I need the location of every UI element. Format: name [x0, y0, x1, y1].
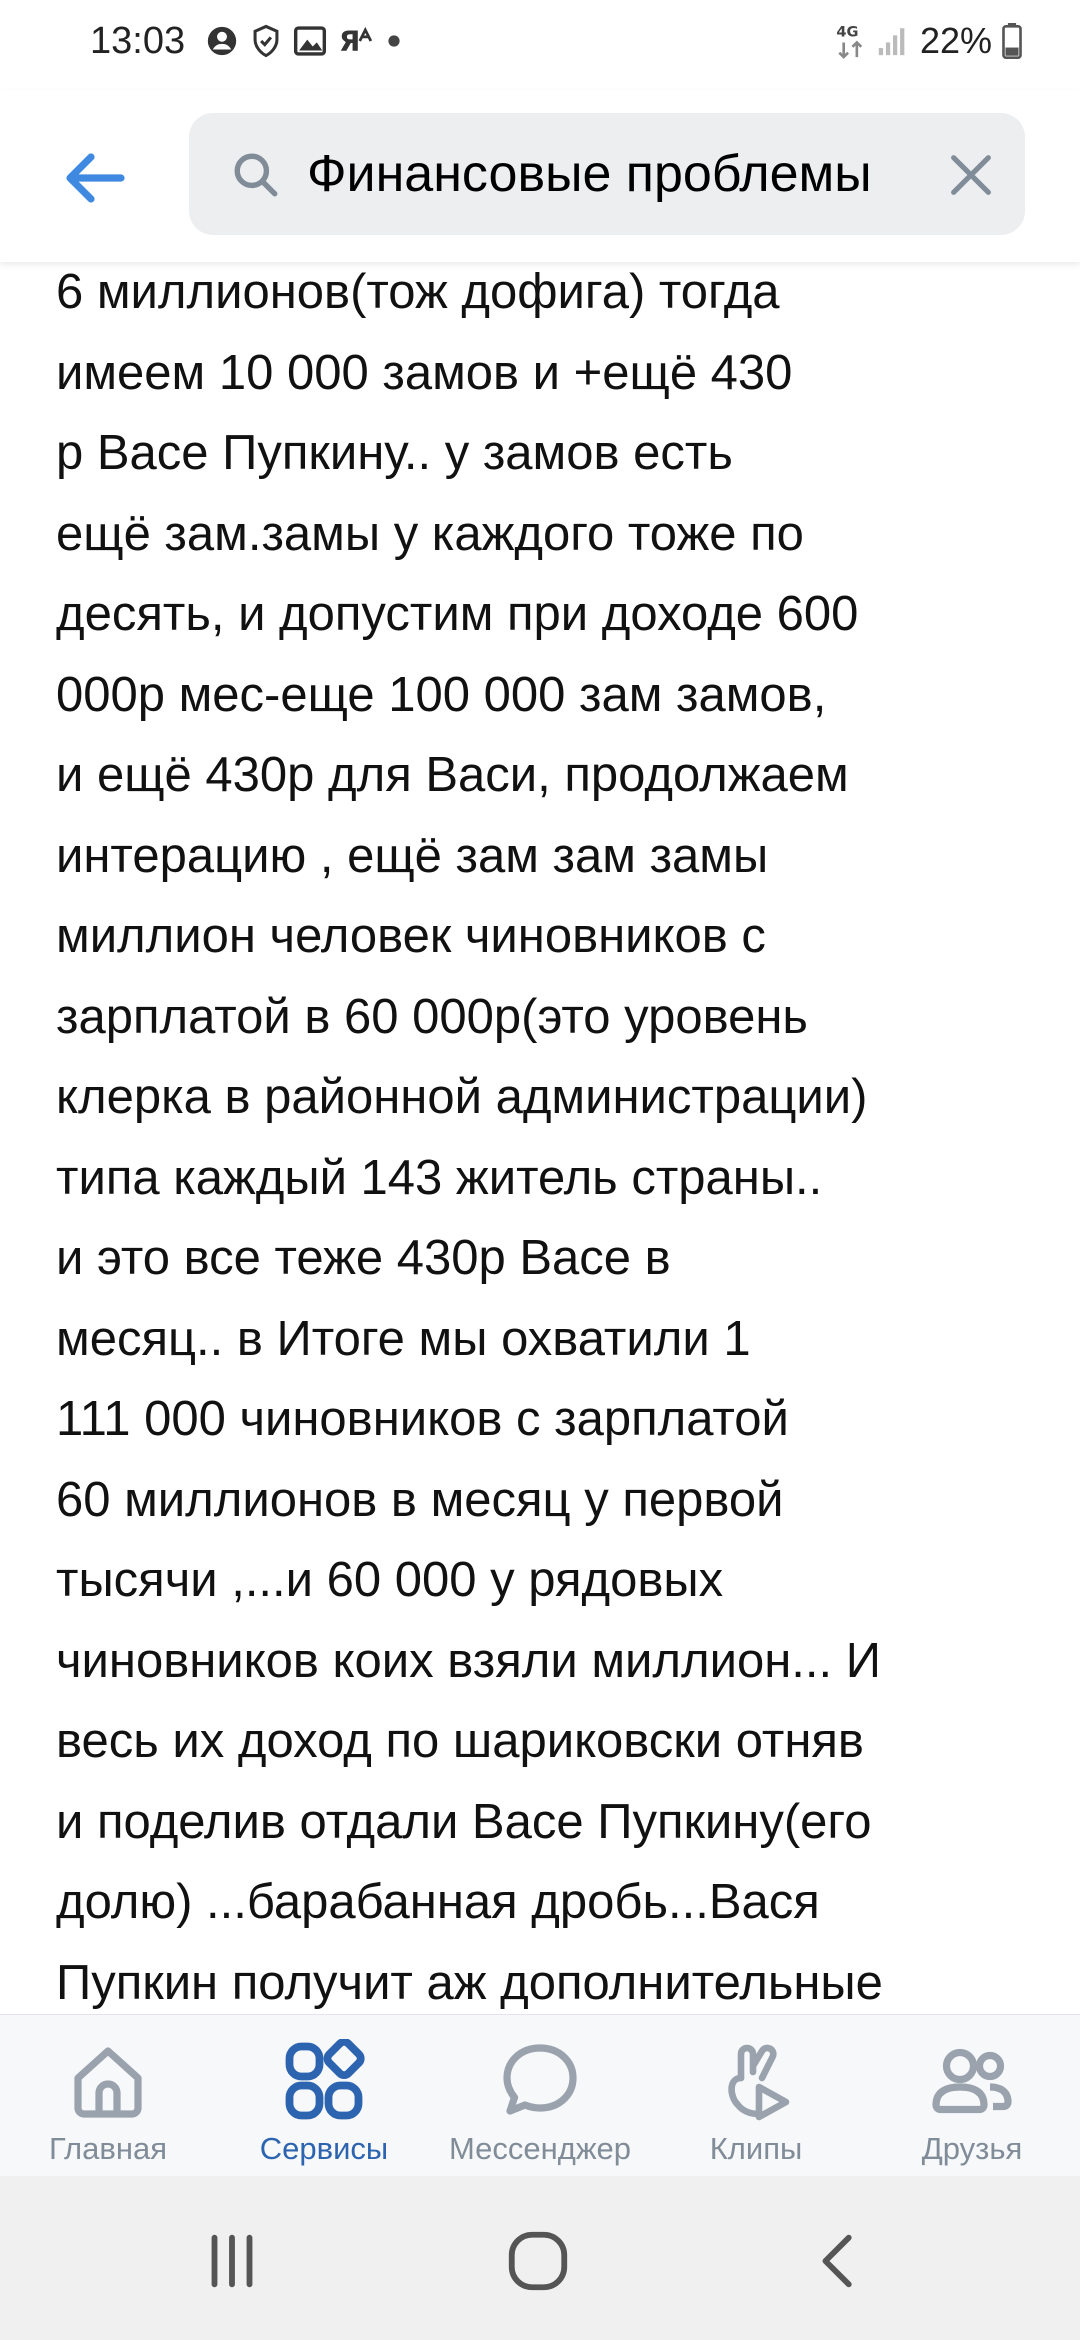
- status-time: 13:03: [90, 20, 186, 62]
- recent-apps-icon[interactable]: [197, 2226, 267, 2296]
- post-text-line: миллион человек чиновников с: [56, 909, 766, 963]
- nav-services[interactable]: [216, 2015, 432, 2177]
- home-icon: [66, 2039, 150, 2123]
- clips-icon: [714, 2039, 798, 2123]
- post-text-line: весь их доход по шариковски отняв: [56, 1714, 864, 1768]
- nav-messenger-label: Мессенджер: [448, 2131, 632, 2166]
- svg-text:Я: Я: [339, 24, 361, 58]
- account-circle-icon: [205, 24, 239, 58]
- close-icon[interactable]: [945, 149, 997, 201]
- shield-icon: [251, 24, 281, 58]
- nav-clips[interactable]: [648, 2015, 864, 2177]
- post-text-line: типа каждый 143 житель страны..: [56, 1150, 823, 1205]
- battery-icon: [1002, 23, 1022, 59]
- nav-messenger[interactable]: [432, 2015, 648, 2177]
- status-bar: [0, 0, 1080, 90]
- search-icon: [231, 150, 281, 200]
- messenger-icon: [498, 2039, 582, 2123]
- friends-icon: [930, 2039, 1014, 2123]
- post-text-line: и ещё 430р для Васи, продолжаем: [56, 748, 849, 802]
- battery-percent: 22%: [919, 20, 992, 61]
- post-text-line: Пупкин получит аж дополнительные: [56, 1955, 883, 2010]
- network-4g-icon: [836, 22, 866, 60]
- search-input-container[interactable]: [189, 113, 1025, 235]
- post-text-line: и поделив отдали Васе Пупкину(его: [56, 1794, 872, 1849]
- image-icon: [293, 26, 327, 56]
- post-text-line: имеем 10 000 замов и +ещё 430: [56, 345, 793, 400]
- post-text-line: клерка в районной администрации): [56, 1070, 868, 1124]
- post-content: [0, 262, 1080, 2014]
- signal-icon: [876, 24, 910, 58]
- back-chevron-icon[interactable]: [805, 2226, 875, 2296]
- post-text-line: и это все теже 430р Васе в: [56, 1231, 671, 1285]
- post-text-line: ещё зам.замы у каждого тоже по: [56, 506, 804, 561]
- search-header: [0, 90, 1080, 262]
- back-arrow-icon[interactable]: [58, 142, 130, 214]
- post-text-line: зарплатой в 60 000р(это уровень: [56, 989, 808, 1044]
- nav-clips-label: Клипы: [709, 2131, 803, 2166]
- post-text: [56, 262, 1036, 2014]
- services-icon: [282, 2039, 366, 2123]
- post-text-line: чиновников коих взяли миллион... И: [56, 1633, 881, 1688]
- search-input[interactable]: Финансовые проблемы: [307, 145, 872, 203]
- post-text-line: 000р мес-еще 100 000 зам замов,: [56, 667, 827, 722]
- post-text-line: долю) ...барабанная дробь...Вася: [56, 1875, 820, 1929]
- nav-home-label: Главная: [49, 2131, 167, 2166]
- post-text-line: тысячи ,...и 60 000 у рядовых: [56, 1553, 724, 1607]
- translate-icon: [339, 24, 375, 58]
- svg-text:4G: 4G: [836, 23, 859, 41]
- bottom-navigation: [0, 2014, 1080, 2177]
- post-text-line: 111 000 чиновников с зарплатой: [56, 1392, 789, 1446]
- post-text-line: р Васе Пупкину.. у замов есть: [56, 426, 733, 480]
- system-navigation-bar: [0, 2176, 1080, 2340]
- nav-friends-label: Друзья: [921, 2131, 1023, 2166]
- nav-home[interactable]: [0, 2015, 216, 2177]
- nav-friends[interactable]: [864, 2015, 1080, 2177]
- post-text-line: интерацию , ещё зам зам замы: [56, 828, 769, 883]
- post-text-line: десять, и допустим при доходе 600: [56, 587, 859, 641]
- dot-icon: [387, 34, 401, 48]
- post-text-line: 6 миллионов(тож дофига) тогда: [56, 265, 780, 319]
- notification-icons: [205, 24, 401, 58]
- status-right: [836, 20, 1022, 62]
- home-circle-icon[interactable]: [503, 2226, 573, 2296]
- post-text-line: 60 миллионов в месяц у первой: [56, 1472, 784, 1527]
- post-text-line: месяц.. в Итоге мы охватили 1: [56, 1311, 751, 1366]
- nav-services-label: Сервисы: [259, 2131, 389, 2166]
